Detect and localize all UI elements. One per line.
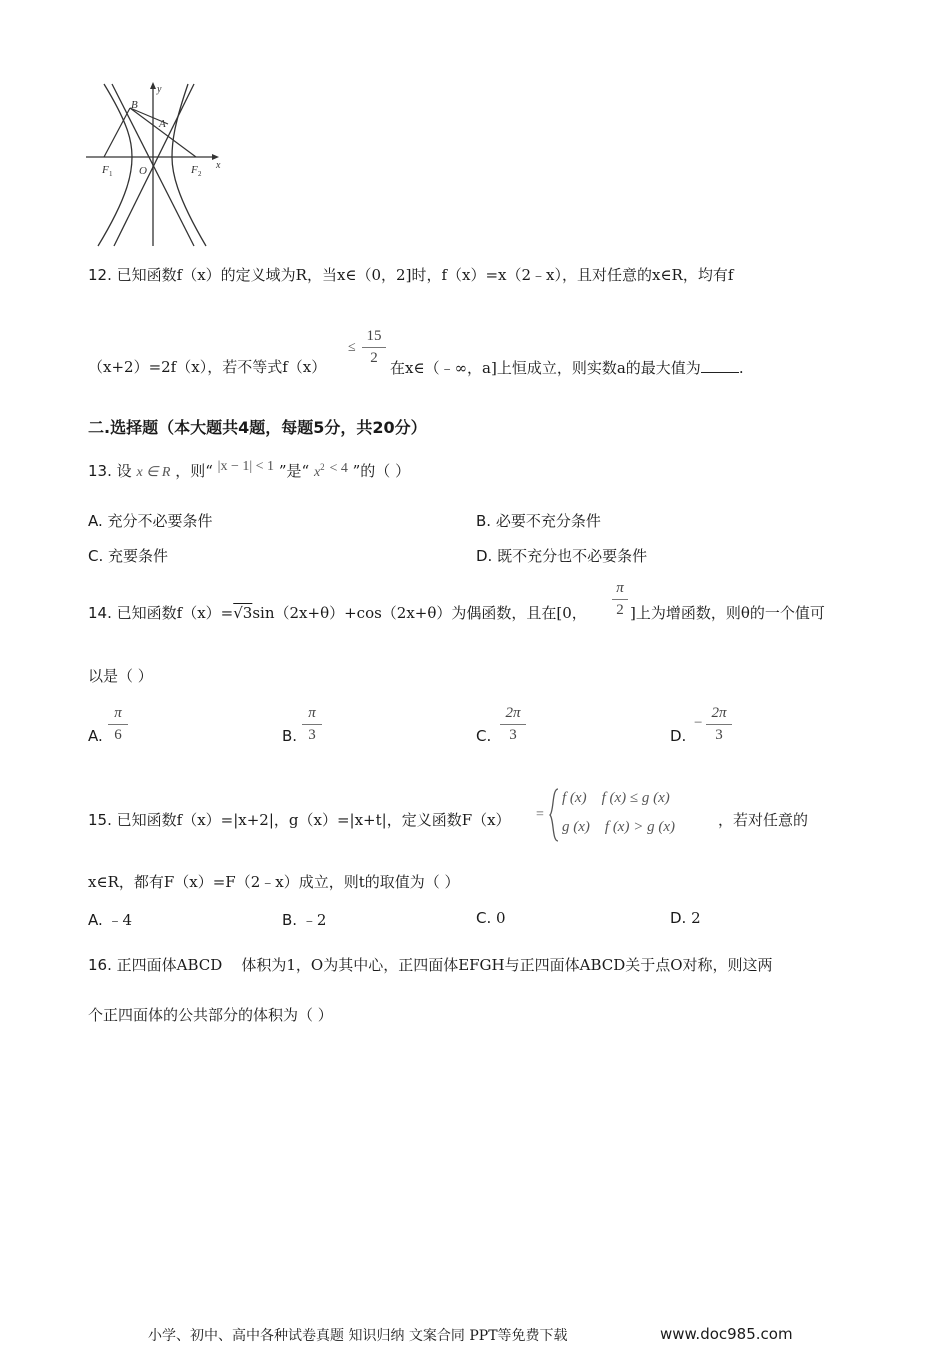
label-F1: F: [102, 164, 109, 176]
q14-sqrt: √3: [233, 604, 253, 622]
q15-text-a: 已知函数f（x）=|x+2|，g（x）=|x+t|，定义函数F（x）: [116, 811, 511, 829]
q14-d-num: 2π: [711, 705, 727, 721]
q13-text-d: ”的（ ）: [352, 462, 411, 480]
q14-option-c[interactable]: C.: [476, 727, 492, 745]
footer-url[interactable]: www.doc985.com: [660, 1325, 793, 1343]
label-F1-sub: 1: [109, 170, 113, 178]
q13-math3-exp: 2: [320, 462, 325, 472]
q15-brace: [548, 787, 560, 843]
label-x: x: [216, 160, 221, 171]
q14-text-a: 已知函数f（x）=: [116, 604, 234, 622]
q14-line1: [88, 606, 587, 621]
q15-case1: f (x) f (x) ≤ g (x): [562, 790, 670, 806]
label-F2-sub: 2: [198, 170, 202, 178]
q12-fraction: [362, 328, 386, 367]
q13-text-b: ，则“: [175, 462, 213, 480]
q13-math3-base: x: [313, 465, 321, 480]
q14-number: 14.: [88, 604, 112, 622]
q14-c-den: 3: [509, 727, 517, 743]
q14-b-den: 3: [308, 727, 316, 743]
q14-frac-num: π: [616, 580, 624, 596]
label-B: B: [131, 99, 138, 111]
q14-a-num: π: [114, 705, 122, 721]
q13-line: [88, 459, 411, 480]
q14-fraction: [612, 580, 628, 619]
label-F2: F: [191, 164, 198, 176]
q14-line1-rest: [630, 606, 825, 621]
hyperbola-right-branch: [172, 84, 206, 246]
y-axis-arrow: [150, 82, 156, 89]
q12-leq: ≤: [348, 340, 356, 355]
q15-option-b[interactable]: B. ﹣2: [282, 911, 327, 929]
q16-text-line1: 正四面体ABCD 体积为1，O为其中心，正四面体EFGH与正四面体ABCD关于点O对称，则这两: [116, 956, 773, 974]
q16-line2: 个正四面体的公共部分的体积为（ ）: [88, 1006, 333, 1024]
q13-math2: |x − 1| < 1: [217, 459, 275, 474]
q14-option-a-frac: [108, 705, 128, 744]
line-B-F2: [130, 108, 196, 157]
section-title: 二.选择题（本大题共4题，每题5分，共20分）: [88, 418, 427, 437]
q14-b-num: π: [308, 705, 316, 721]
q14-d-den: 3: [715, 727, 723, 743]
q15-option-c[interactable]: C. 0: [476, 909, 506, 927]
label-y: y: [157, 84, 162, 95]
q14-option-b-frac: [302, 705, 322, 744]
q12-line1: [88, 268, 733, 283]
q13-option-a[interactable]: A. 充分不必要条件: [88, 512, 213, 530]
q14-option-c-frac: [500, 705, 526, 744]
q15-line1-rest: [718, 813, 808, 828]
q13-number: 13.: [88, 462, 112, 480]
q13-option-b[interactable]: B. 必要不充分条件: [476, 512, 601, 530]
q16-number: 16.: [88, 956, 112, 974]
q12-text-line1: 已知函数f（x）的定义域为R，当x∈（0，2]时，f（x）=x（2﹣x），且对任意的x∈R，均有f: [116, 266, 734, 284]
q14-option-a[interactable]: A.: [88, 727, 103, 745]
q12-line2: [88, 360, 326, 375]
hyperbola-figure: [84, 80, 234, 250]
q15-option-a[interactable]: A. ﹣4: [88, 911, 133, 929]
q12-line2-rest: [390, 360, 744, 376]
q12-text-line2a: （x+2）=2f（x），若不等式f（x）: [88, 358, 327, 376]
q12-text-line2b: 在x∈（﹣∞，a]上恒成立，则实数a的最大值为: [390, 359, 701, 377]
q12-number: 12.: [88, 266, 112, 284]
label-O: O: [139, 165, 147, 177]
q12-frac-den: 2: [370, 350, 378, 366]
q13-text-a: 设: [116, 462, 132, 480]
q15-case2: g (x) f (x) > g (x): [562, 819, 675, 835]
q13-option-d[interactable]: D. 既不充分也不必要条件: [476, 547, 648, 565]
q14-text-b: sin（2x+θ）+cos（2x+θ）为偶函数，且在[0，: [252, 604, 587, 622]
q15-text-b: ，若对任意的: [718, 811, 809, 829]
q13-option-c[interactable]: C. 充要条件: [88, 547, 169, 565]
q14-option-d[interactable]: D.: [670, 727, 687, 745]
q13-math1: x ∈ R: [136, 465, 171, 480]
q15-number: 15.: [88, 811, 112, 829]
q14-option-b[interactable]: B.: [282, 727, 298, 745]
q14-line2: 以是（ ）: [88, 667, 153, 685]
q15-eq: =: [536, 807, 544, 822]
q14-text-c: ]上为增函数，则θ的一个值可: [630, 604, 825, 622]
q12-frac-num: 15: [366, 328, 382, 344]
q13-text-c: ”是“: [278, 462, 310, 480]
line-F1-B: [104, 108, 130, 157]
footer-left: 小学、初中、高中各种试卷真题 知识归纳 文案合同 PPT等免费下载: [148, 1328, 568, 1344]
answer-blank[interactable]: [701, 360, 739, 373]
q13-math3-rest: < 4: [329, 461, 348, 476]
label-A: A: [159, 118, 166, 130]
q15-line2: x∈R，都有F（x）=F（2﹣x）成立，则t的取值为（ ）: [88, 873, 460, 891]
q14-c-num: 2π: [505, 705, 521, 721]
q15-line1: [88, 813, 511, 828]
q15-option-d[interactable]: D. 2: [670, 909, 701, 927]
q14-a-den: 6: [114, 727, 122, 743]
q16-line1: [88, 958, 773, 973]
q14-frac-den: 2: [616, 602, 624, 618]
q12-end: .: [738, 359, 744, 377]
q14-option-d-frac: [706, 705, 732, 744]
q14-option-d-sign: −: [694, 715, 703, 731]
